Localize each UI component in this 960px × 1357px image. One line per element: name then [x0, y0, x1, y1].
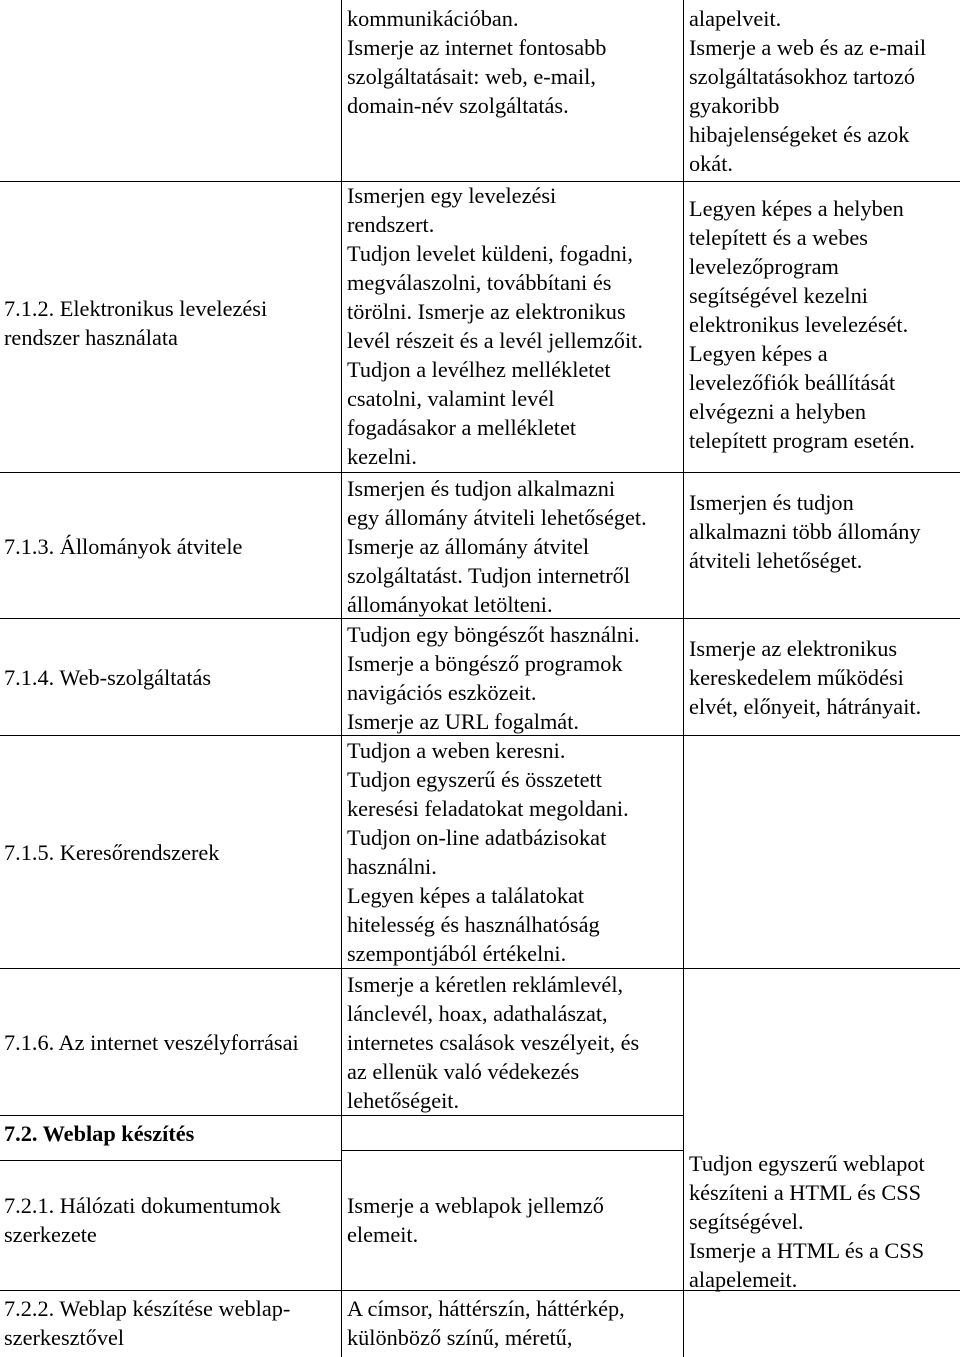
advanced-cell: Tudjon egyszerű weblapot készíteni a HTML és CSS segítségével. Ismerje a HTML és a CSS alapelemeit.: [689, 1151, 925, 1292]
requirement-cell: Ismerjen egy levelezési rendszert. Tudjon levelet küldeni, fogadni, megválaszolni, továbbítani és törölni. Ismerje az elektronikus levél részeit és a levél jellemzőit. Tudjon a levélhez mellékletet csatolni, valamint levél fogadásakor a mellékletet kezelni.: [347, 183, 643, 469]
advanced-cell: Ismerje az elektronikus kereskedelem működési elvét, előnyeit, hátrányait.: [689, 636, 922, 719]
requirement-cell: Ismerjen és tudjon alkalmazni egy állomány átviteli lehetőséget. Ismerje az állomány átvitel szolgáltatást. Tudjon internetről állományokat letölteni.: [347, 476, 647, 617]
column-divider: [341, 0, 342, 1357]
advanced-cell: Ismerjen és tudjon alkalmazni több állomány átviteli lehetőséget.: [689, 490, 921, 573]
requirement-cell: Ismerje a weblapok jellemző elemeit.: [347, 1193, 604, 1247]
row-divider: [0, 1115, 683, 1116]
requirement-cell: Ismerje a kéretlen reklámlevél, lánclevél, hoax, adathalászat, internetes csalások veszélyeit, és az ellenük való védekezés lehetőségeit.: [347, 972, 640, 1113]
section-heading: 7.2. Weblap készítés: [4, 1121, 195, 1146]
requirement-cell: A címsor, háttérszín, háttérkép, különböző színű, méretű,: [347, 1296, 625, 1350]
advanced-cell: alapelveit. Ismerje a web és az e-mail szolgáltatásokhoz tartozó gyakoribb hibajelenségeket és azok okát.: [689, 6, 927, 176]
topic-cell: 7.2.2. Weblap készítése weblap- szerkesztővel: [4, 1296, 291, 1350]
topic-cell: 7.1.4. Web-szolgáltatás: [4, 665, 212, 690]
requirement-cell: kommunikációban. Ismerje az internet fontosabb szolgáltatásait: web, e-mail, domain-név szolgáltatás.: [347, 6, 607, 118]
row-divider: [0, 968, 960, 969]
requirement-cell: Tudjon a weben keresni. Tudjon egyszerű és összetett keresési feladatokat megoldani. Tudjon on-line adatbázisokat használni. Legyen képes a találatokat hitelesség és használhatóság szempontjából értékelni.: [347, 738, 629, 966]
row-divider: [0, 1160, 341, 1161]
topic-cell: 7.1.3. Állományok átvitele: [4, 534, 243, 559]
topic-cell: 7.1.2. Elektronikus levelezési rendszer használata: [4, 296, 268, 350]
column-divider: [683, 0, 684, 1357]
requirement-cell: Tudjon egy böngészőt használni. Ismerje a böngésző programok navigációs eszközeit. Ismerje az URL fogalmát.: [347, 622, 640, 734]
topic-cell: 7.1.6. Az internet veszélyforrásai: [4, 1030, 299, 1055]
topic-cell: 7.1.5. Keresőrendszerek: [4, 840, 220, 865]
row-divider: [341, 1150, 683, 1151]
row-divider: [0, 472, 960, 473]
advanced-cell: Legyen képes a helyben telepített és a webes levelezőprogram segítségével kezelni elektronikus levelezését. Legyen képes a levelezőfiók beállítását elvégezni a helyben telepített program esetén.: [689, 196, 915, 453]
topic-cell: 7.2.1. Hálózati dokumentumok szerkezete: [4, 1193, 281, 1247]
